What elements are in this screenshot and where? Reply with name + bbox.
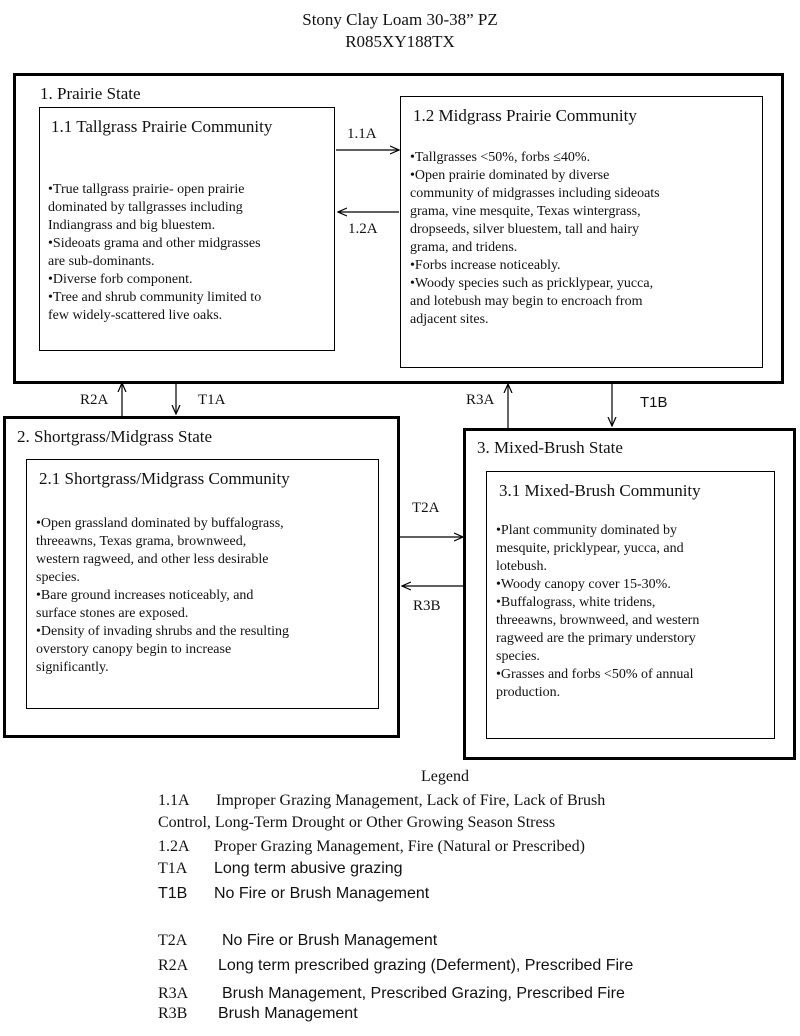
community-3-1-line: mesquite, pricklypear, yucca, and <box>496 541 684 556</box>
community-3-1-line: species. <box>496 649 540 664</box>
community-2-1 <box>26 459 379 709</box>
label-t1a: T1A <box>198 392 226 408</box>
community-2-1-line: western ragweed, and other less desirable <box>36 552 269 567</box>
label-r3a: R3A <box>466 392 495 408</box>
community-3-1-line: ragweed are the primary understory <box>496 631 696 646</box>
community-1-1-line: Indiangrass and big bluestem. <box>48 218 216 233</box>
community-1-1-line: few widely-scattered live oaks. <box>48 308 223 323</box>
legend-text: Control, Long-Term Drought or Other Growing Season Stress <box>158 814 556 831</box>
community-3-1-line: •Plant community dominated by <box>496 523 678 538</box>
state-1-label: 1. Prairie State <box>40 84 141 103</box>
legend-item-r3b <box>158 1005 358 1023</box>
legend-text: No Fire or Brush Management <box>214 885 430 902</box>
community-1-1-line: •True tallgrass prairie- open prairie <box>48 182 245 197</box>
diagram-title-line1: Stony Clay Loam 30-38” PZ <box>302 10 498 29</box>
community-1-2 <box>400 96 763 368</box>
community-1-2-line: •Forbs increase noticeably. <box>410 258 561 273</box>
legend-code: T2A <box>158 932 188 949</box>
legend-item-r2a <box>158 957 633 975</box>
community-3-1-line: threeawns, brownweed, and western <box>496 613 700 628</box>
community-2-1-bullets <box>36 515 378 677</box>
community-3-1-line: lotebush. <box>496 559 547 574</box>
legend-item-t1a <box>158 860 403 878</box>
legend-item-r3a <box>158 985 625 1003</box>
community-3-1-line: production. <box>496 685 561 700</box>
legend-code: R3A <box>158 985 189 1002</box>
community-1-2-title: 1.2 Midgrass Prairie Community <box>413 106 637 125</box>
label-r2a: R2A <box>80 392 109 408</box>
label-r3b: R3B <box>413 598 441 614</box>
legend-title: Legend <box>421 768 469 785</box>
legend-text: Long term abusive grazing <box>214 860 403 877</box>
community-1-1-line: are sub-dominants. <box>48 254 155 269</box>
legend-code: 1.2A <box>158 838 190 855</box>
community-1-2-line: and lotebush may begin to encroach from <box>410 294 643 309</box>
community-1-1-title: 1.1 Tallgrass Prairie Community <box>51 117 273 136</box>
legend-item-t1b <box>158 885 429 903</box>
legend-text: No Fire or Brush Management <box>222 932 438 949</box>
community-1-2-line: •Tallgrasses <50%, forbs ≤40%. <box>410 150 591 165</box>
community-1-2-line: •Woody species such as pricklypear, yucca, <box>410 276 654 291</box>
community-1-1-line: •Sideoats grama and other midgrasses <box>48 236 261 251</box>
community-2-1-line: significantly. <box>36 660 109 675</box>
community-1-2-line: community of midgrasses including sideoats <box>410 186 660 201</box>
community-3-1-line: •Grasses and forbs <50% of annual <box>496 667 694 682</box>
legend-item-1-2a <box>158 838 585 856</box>
legend-code: R2A <box>158 957 189 974</box>
legend-item-1-1a <box>158 792 605 810</box>
community-3-1-bullets <box>496 522 774 702</box>
legend-code: T1B <box>158 885 188 902</box>
label-t2a: T2A <box>412 500 440 516</box>
label-1-1a: 1.1A <box>347 126 377 142</box>
label-t1b: T1B <box>640 394 668 411</box>
community-2-1-line: •Bare ground increases noticeably, and <box>36 588 254 603</box>
community-1-1-line: dominated by tallgrasses including <box>48 200 243 215</box>
community-1-2-line: grama, vine mesquite, Texas wintergrass, <box>410 204 641 219</box>
community-2-1-line: •Density of invading shrubs and the resulting <box>36 624 289 639</box>
community-1-2-line: adjacent sites. <box>410 312 489 327</box>
legend-item-t2a <box>158 932 437 950</box>
legend-item-1-1a-cont <box>158 814 555 832</box>
legend-text: Brush Management <box>218 1005 358 1022</box>
community-1-2-bullets <box>410 149 760 329</box>
community-3-1-line: •Buffalograss, white tridens, <box>496 595 656 610</box>
community-2-1-line: surface stones are exposed. <box>36 606 189 621</box>
community-2-1-line: •Open grassland dominated by buffalograss, <box>36 516 284 531</box>
legend-text: Proper Grazing Management, Fire (Natural or Prescribed) <box>214 838 585 855</box>
state-2-label: 2. Shortgrass/Midgrass State <box>17 427 213 446</box>
community-1-1-bullets <box>48 181 333 325</box>
community-1-2-line: grama, and tridens. <box>410 240 518 255</box>
legend-text: Brush Management, Prescribed Grazing, Prescribed Fire <box>222 985 625 1002</box>
community-1-2-line: dropseeds, silver bluestem, tall and hairy <box>410 222 639 237</box>
legend-code: R3B <box>158 1005 188 1022</box>
community-3-1 <box>486 471 775 739</box>
community-2-1-line: species. <box>36 570 80 585</box>
legend-code: 1.1A <box>158 792 190 809</box>
community-2-1-line: threeawns, Texas grama, brownweed, <box>36 534 247 549</box>
legend-code: T1A <box>158 860 188 877</box>
community-3-1-title: 3.1 Mixed-Brush Community <box>499 481 701 500</box>
community-1-1 <box>39 107 335 351</box>
community-2-1-line: overstory canopy begin to increase <box>36 642 232 657</box>
label-1-2a: 1.2A <box>348 221 378 237</box>
community-2-1-title: 2.1 Shortgrass/Midgrass Community <box>39 469 290 488</box>
community-1-1-line: •Diverse forb component. <box>48 272 193 287</box>
legend-text: Long term prescribed grazing (Deferment), Prescribed Fire <box>218 957 634 974</box>
diagram-title-line2: R085XY188TX <box>345 32 455 51</box>
state-3-label: 3. Mixed-Brush State <box>477 438 623 457</box>
community-1-2-line: •Open prairie dominated by diverse <box>410 168 610 183</box>
community-1-1-line: •Tree and shrub community limited to <box>48 290 262 305</box>
legend-text: Improper Grazing Management, Lack of Fire, Lack of Brush <box>216 792 606 809</box>
community-3-1-line: •Woody canopy cover 15-30%. <box>496 577 671 592</box>
